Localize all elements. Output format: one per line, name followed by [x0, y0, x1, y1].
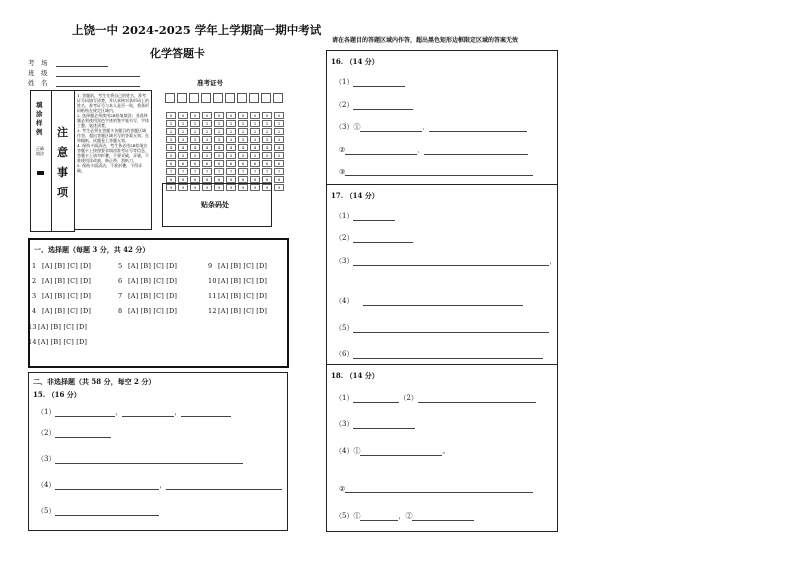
id-digit-bubble[interactable]: 0: [166, 112, 176, 119]
id-digit-bubble[interactable]: 5: [274, 152, 284, 159]
id-digit-bubble[interactable]: 4: [202, 144, 212, 151]
q16-part3-1[interactable]: （3）① ．: [335, 122, 527, 132]
q17-part6[interactable]: （6）: [335, 349, 543, 359]
choice-options[interactable]: [A] [B] [C] [D]: [42, 307, 92, 315]
id-digit-bubble[interactable]: 7: [250, 168, 260, 175]
field-exam-room[interactable]: 考 场: [28, 58, 108, 67]
field-class[interactable]: 班 级: [28, 68, 140, 77]
id-digit-bubble[interactable]: 3: [202, 136, 212, 143]
id-digit-bubble[interactable]: 1: [202, 120, 212, 127]
id-digit-bubble[interactable]: 4: [274, 144, 284, 151]
id-digit-bubble[interactable]: 9: [190, 184, 200, 191]
id-digit-bubble[interactable]: 9: [262, 184, 272, 191]
id-digit-bubble[interactable]: 9: [166, 184, 176, 191]
q15-part3[interactable]: （3）: [37, 454, 243, 464]
id-digit-bubble[interactable]: 5: [166, 152, 176, 159]
card-title: 化学答题卡: [150, 47, 205, 60]
choice-question-row[interactable]: [32, 262, 91, 270]
q18-part4-1[interactable]: （4）① 。: [335, 447, 450, 455]
choice-options[interactable]: [A] [B] [C] [D]: [42, 262, 92, 270]
notice-title-box: [51, 90, 75, 232]
fill-example-label: 填涂样例: [36, 101, 43, 136]
id-digit-bubble[interactable]: 8: [202, 176, 212, 183]
notice-item: 2. 选择题必须使用2B铅笔填涂；非选择题必须使用黑色字迹的签字笔书写，字体工整、笔迹清楚。: [77, 113, 149, 128]
id-digit-bubble[interactable]: 4: [226, 144, 236, 151]
id-digit-bubble[interactable]: 1: [238, 120, 248, 127]
id-digit-bubble[interactable]: 0: [214, 112, 224, 119]
id-digit-bubble[interactable]: 3: [226, 136, 236, 143]
q16-part3-3[interactable]: ③: [339, 167, 533, 176]
id-digit-bubble[interactable]: 3: [214, 136, 224, 143]
id-digit-bubble[interactable]: 8: [226, 176, 236, 183]
q18-part4-2[interactable]: ②: [339, 484, 533, 493]
id-digit-grid[interactable]: [166, 102, 286, 190]
q18-part5[interactable]: （5）① ，②: [335, 511, 474, 521]
id-digit-bubble[interactable]: 4: [238, 144, 248, 151]
choice-options[interactable]: [A] [B] [C] [D]: [38, 338, 88, 346]
choice-question-row[interactable]: [118, 292, 177, 300]
id-digit-bubble[interactable]: 8: [190, 176, 200, 183]
id-digit-bubble[interactable]: 7: [262, 168, 272, 175]
id-digit-bubble[interactable]: 7: [214, 168, 224, 175]
id-digit-bubble[interactable]: 5: [226, 152, 236, 159]
id-digit-bubble[interactable]: 3: [274, 136, 284, 143]
question-number: 7: [118, 292, 123, 300]
id-digit-bubble[interactable]: 4: [166, 144, 176, 151]
id-digit-bubble[interactable]: 4: [190, 144, 200, 151]
q15-part5[interactable]: （5）: [37, 506, 159, 516]
notice-item: 5. 保持卡面清洁，不准折叠，不得弄破。: [77, 163, 143, 173]
id-digit-bubble[interactable]: 2: [214, 128, 224, 135]
q15-label: 15. （16 分）: [33, 390, 81, 399]
id-digit-bubble[interactable]: 1: [250, 120, 260, 127]
choice-question-row[interactable]: [118, 307, 177, 315]
question-number: 6: [118, 277, 123, 285]
id-digit-bubble[interactable]: 2: [238, 128, 248, 135]
notice-text-box: [74, 90, 152, 230]
question-number: 11: [208, 292, 217, 300]
id-digit-bubble[interactable]: 2: [250, 128, 260, 135]
q15-part2[interactable]: （2）: [37, 428, 111, 438]
id-digit-bubble[interactable]: 9: [202, 184, 212, 191]
choice-options[interactable]: [A] [B] [C] [D]: [128, 307, 178, 315]
question-number: 14: [28, 338, 37, 346]
id-digit-bubble[interactable]: 6: [250, 160, 260, 167]
id-digit-bubble[interactable]: 0: [178, 112, 188, 119]
id-digit-bubble[interactable]: 8: [274, 176, 284, 183]
exam-title: 上饶一中 2024-2025 学年上学期高一期中考试: [72, 23, 322, 37]
q16-part2[interactable]: （2）: [335, 100, 413, 110]
id-digit-bubble[interactable]: 2: [178, 128, 188, 135]
id-digit-bubble[interactable]: 5: [202, 152, 212, 159]
id-digit-bubble[interactable]: 6: [202, 160, 212, 167]
id-digit-bubble[interactable]: 6: [178, 160, 188, 167]
fill-example-box: [30, 90, 52, 232]
divider: [327, 364, 557, 365]
notice-item: 1. 答题前，考生先将自己的姓名、准考证号码填写清楚，并认真核对条形码上的姓名、准考证号与本人是否一致，将条形码粘贴在规定区域内。: [77, 93, 149, 113]
id-digit-bubble[interactable]: 0: [202, 112, 212, 119]
id-digit-bubble[interactable]: 2: [202, 128, 212, 135]
id-digit-bubble[interactable]: 8: [238, 176, 248, 183]
question-number: 8: [118, 307, 123, 315]
question-number: 3: [32, 292, 37, 300]
id-digit-bubble[interactable]: 6: [262, 160, 272, 167]
choice-question-row[interactable]: [208, 262, 267, 270]
id-digit-bubble[interactable]: 7: [178, 168, 188, 175]
q16-part1[interactable]: （1）: [335, 77, 405, 87]
question-number: 10: [208, 277, 217, 285]
id-digit-bubble[interactable]: 2: [166, 128, 176, 135]
choice-question-row[interactable]: [118, 277, 177, 285]
id-digit-bubble[interactable]: 2: [190, 128, 200, 135]
barcode-label: 贴条码处: [201, 200, 229, 209]
choice-question-row[interactable]: [32, 277, 91, 285]
id-digit-bubble[interactable]: 3: [166, 136, 176, 143]
id-digit-bubble[interactable]: 2: [262, 128, 272, 135]
choice-question-row[interactable]: [28, 338, 87, 346]
id-digit-bubble[interactable]: 2: [226, 128, 236, 135]
choice-options[interactable]: [A] [B] [C] [D]: [38, 323, 88, 331]
filled-mark-sample: [37, 171, 44, 175]
id-digit-bubble[interactable]: 6: [226, 160, 236, 167]
question-number: 9: [208, 262, 213, 270]
choice-options[interactable]: [A] [B] [C] [D]: [218, 307, 268, 315]
id-digit-bubble[interactable]: 4: [250, 144, 260, 151]
choice-question-row[interactable]: [208, 292, 267, 300]
id-digit-bubble[interactable]: 4: [178, 144, 188, 151]
choice-options[interactable]: [A] [B] [C] [D]: [42, 277, 92, 285]
id-digit-bubble[interactable]: 6: [190, 160, 200, 167]
id-digit-bubble[interactable]: 3: [190, 136, 200, 143]
id-digit-bubble[interactable]: 1: [226, 120, 236, 127]
choice-question-row[interactable]: [118, 262, 177, 270]
id-digit-bubble[interactable]: 9: [238, 184, 248, 191]
id-digit-bubble[interactable]: 0: [190, 112, 200, 119]
id-digit-bubble[interactable]: 1: [178, 120, 188, 127]
id-digit-bubble[interactable]: 8: [250, 176, 260, 183]
id-digit-bubble[interactable]: 1: [262, 120, 272, 127]
question-number: 1: [32, 262, 37, 270]
id-digit-bubble[interactable]: 7: [190, 168, 200, 175]
choice-question-row[interactable]: [32, 307, 91, 315]
choice-question-row[interactable]: [208, 277, 267, 285]
choice-options[interactable]: [A] [B] [C] [D]: [42, 292, 92, 300]
question-number: 5: [118, 262, 123, 270]
fill-example-sub: 正确填涂: [36, 146, 44, 156]
id-digit-bubble[interactable]: 3: [262, 136, 272, 143]
question-number: 4: [32, 307, 37, 315]
id-digit-bubble[interactable]: 7: [202, 168, 212, 175]
id-digit-bubble[interactable]: 4: [214, 144, 224, 151]
q16-part3-2[interactable]: ② ．: [339, 145, 528, 155]
id-digit-bubble[interactable]: 8: [178, 176, 188, 183]
divider: [327, 184, 557, 185]
id-digit-bubble[interactable]: 0: [274, 112, 284, 119]
id-digit-bubble[interactable]: 6: [274, 160, 284, 167]
id-digit-bubble[interactable]: 6: [166, 160, 176, 167]
id-digit-bubble[interactable]: 0: [250, 112, 260, 119]
q17-part1[interactable]: （1）: [335, 211, 395, 221]
id-digit-bubble[interactable]: 1: [190, 120, 200, 127]
id-digit-bubble[interactable]: 5: [178, 152, 188, 159]
choice-question-row[interactable]: [208, 307, 267, 315]
q16-label: 16. （14 分）: [331, 57, 379, 66]
id-digit-bubble[interactable]: 5: [250, 152, 260, 159]
id-digit-bubble[interactable]: 9: [226, 184, 236, 191]
id-digit-bubble[interactable]: 1: [214, 120, 224, 127]
q15-part1[interactable]: （1） ， ，: [37, 407, 231, 417]
barcode-area: [162, 183, 272, 227]
choice-options[interactable]: [A] [B] [C] [D]: [218, 292, 268, 300]
q15-part4[interactable]: （4） ，: [37, 480, 282, 490]
choice-options[interactable]: [A] [B] [C] [D]: [128, 277, 178, 285]
answer-area-warning: 请在各题目的答题区域内作答，超出黑色矩形边框限定区域的答案无效: [332, 37, 519, 44]
id-digit-bubble[interactable]: 7: [238, 168, 248, 175]
id-digit-bubble[interactable]: 8: [262, 176, 272, 183]
id-digit-bubble[interactable]: 7: [226, 168, 236, 175]
id-digit-bubble[interactable]: 2: [274, 128, 284, 135]
q17-part2[interactable]: （2）: [335, 233, 413, 243]
id-digit-bubble[interactable]: 1: [166, 120, 176, 127]
id-digit-bubble[interactable]: 9: [214, 184, 224, 191]
id-label: 准考证号: [197, 79, 223, 87]
id-digit-bubble[interactable]: 6: [238, 160, 248, 167]
question-number: 2: [32, 277, 37, 285]
id-digit-bubble[interactable]: 0: [238, 112, 248, 119]
id-digit-bubble[interactable]: 3: [250, 136, 260, 143]
field-name[interactable]: 姓 名: [28, 78, 140, 87]
id-digit-bubble[interactable]: 7: [274, 168, 284, 175]
q17-label: 17. （14 分）: [331, 191, 379, 200]
nonchoice-section: [28, 372, 288, 531]
right-answer-area: [326, 50, 558, 532]
q17-part5[interactable]: （5）: [335, 323, 549, 333]
q17-part4[interactable]: （4）: [335, 296, 523, 306]
id-digit-bubble[interactable]: 9: [178, 184, 188, 191]
id-digit-bubble[interactable]: 3: [178, 136, 188, 143]
choice-question-row[interactable]: [32, 292, 91, 300]
question-number: 12: [208, 307, 217, 315]
id-digit-bubble[interactable]: 6: [214, 160, 224, 167]
q18-part1-2[interactable]: （1） （2）: [335, 393, 536, 403]
notice-item: 4. 保持卡面清洁，考生务必用2B铅笔在答题卡上按照要求填涂准考证号等信息，答题卡上请勿折叠，不要弄破、弄皱，不准使用涂改液、修正带、刮纸刀。: [77, 143, 149, 163]
choice-options[interactable]: [A] [B] [C] [D]: [128, 262, 178, 270]
id-digit-bubble[interactable]: 0: [262, 112, 272, 119]
id-digit-bubble[interactable]: 4: [262, 144, 272, 151]
id-digit-bubble[interactable]: 3: [238, 136, 248, 143]
id-digit-bubble[interactable]: 8: [214, 176, 224, 183]
q18-part3[interactable]: （3）: [335, 419, 415, 429]
id-digit-bubble[interactable]: 9: [250, 184, 260, 191]
q17-part3[interactable]: （3） ，: [335, 257, 557, 265]
id-digit-bubble[interactable]: 0: [226, 112, 236, 119]
id-digit-bubble[interactable]: 7: [166, 168, 176, 175]
id-digit-bubble[interactable]: 8: [166, 176, 176, 183]
notice-item: 3. 考生必须在答题卡各题目的答题区域作答，超出答题区域书写的答案无效；在草稿纸、试题卷上答题无效。: [77, 128, 149, 143]
choice-options[interactable]: [A] [B] [C] [D]: [218, 262, 268, 270]
choice-section-title: 一、选择题（每题 3 分，共 42 分）: [34, 245, 150, 254]
id-digit-bubble[interactable]: 1: [274, 120, 284, 127]
choice-question-row[interactable]: [28, 323, 87, 331]
nonchoice-title: 二、非选择题（共 58 分，每空 2 分）: [33, 377, 156, 386]
id-digit-bubble[interactable]: 5: [214, 152, 224, 159]
choice-section: [28, 238, 289, 368]
id-digit-bubble[interactable]: 5: [262, 152, 272, 159]
id-digit-bubble[interactable]: 5: [190, 152, 200, 159]
question-number: 13: [28, 323, 37, 331]
id-digit-bubble[interactable]: 9: [274, 184, 284, 191]
notice-title: 注 意 事 项: [57, 126, 68, 199]
choice-options[interactable]: [A] [B] [C] [D]: [128, 292, 178, 300]
choice-options[interactable]: [A] [B] [C] [D]: [218, 277, 268, 285]
id-digit-bubble[interactable]: 5: [238, 152, 248, 159]
q18-label: 18. （14 分）: [331, 371, 379, 380]
